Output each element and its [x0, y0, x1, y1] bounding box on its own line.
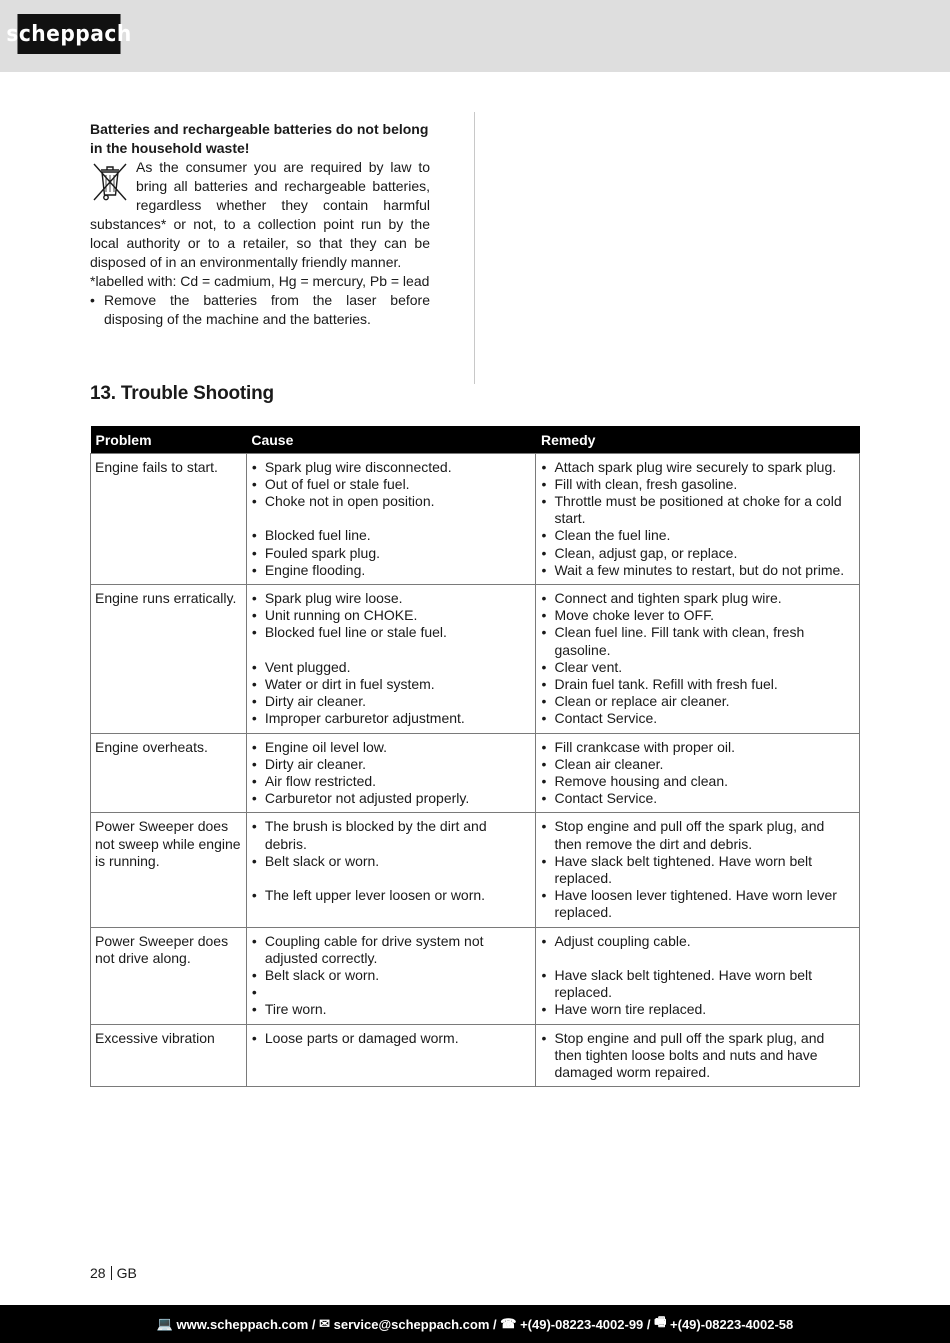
- remedy-item: • Contact Service.: [541, 790, 658, 807]
- cause-item: • Unit running on CHOKE.: [251, 607, 418, 624]
- cause-item: • Vent plugged.: [251, 658, 351, 675]
- cause-text: Dirty air cleaner.: [264, 755, 366, 772]
- cause-item: • Improper carburetor adjustment.: [251, 710, 465, 727]
- cause-item: • Blocked fuel line or stale fuel.: [251, 624, 447, 641]
- remedy-cell: [536, 927, 860, 1024]
- remedy-item: • Clean fuel line. Fill tank with clean, fresh gasoline.: [540, 624, 855, 658]
- remedy-text: Contact Service.: [554, 710, 658, 727]
- cause-text: The left upper lever loosen or worn.: [264, 887, 486, 904]
- cause-item: •: [251, 984, 257, 1001]
- remedy-text: Clean air cleaner.: [554, 755, 664, 772]
- remedy-text: Have slack belt tightened. Have worn belt replaced.: [554, 852, 813, 886]
- footer-phone: +(49)-08223-4002-99: [520, 1316, 644, 1332]
- remedy-text: Clear vent.: [554, 658, 623, 675]
- remedy-item: • Move choke lever to OFF.: [541, 607, 714, 624]
- remedy-cell: [536, 1024, 860, 1087]
- troubleshooting-table: [90, 426, 860, 1087]
- column-divider: [474, 112, 475, 384]
- fax-icon: 🖷: [654, 1314, 671, 1329]
- cause-text: Carburetor not adjusted properly.: [264, 790, 470, 807]
- remedy-item: • Remove housing and clean.: [541, 772, 729, 789]
- table-row: [91, 1024, 860, 1087]
- computer-icon: 💻: [156, 1316, 177, 1331]
- battery-bullet: • Remove the batteries from the laser before disposing of the machine and the batteries.: [90, 292, 430, 327]
- remedy-item: • Clean, adjust gap, or replace.: [541, 544, 738, 561]
- remedy-item: • Adjust coupling cable.: [541, 932, 691, 949]
- remedy-text: Have loosen lever tightened. Have worn lever replaced.: [554, 887, 837, 921]
- cause-text: Engine oil level low.: [264, 738, 388, 755]
- remedy-text: Clean, adjust gap, or replace.: [554, 544, 738, 561]
- table-row: [91, 813, 860, 927]
- battery-heading: Batteries and rechargeable batteries do not belong in the household waste!: [90, 121, 429, 156]
- remedy-item: • Drain fuel tank. Refill with fresh fuel.: [541, 675, 778, 692]
- remedy-item: • Fill with clean, fresh gasoline.: [541, 475, 738, 492]
- cause-item: • Belt slack or worn.: [251, 966, 380, 983]
- section-title: 13. Trouble Shooting: [90, 383, 274, 404]
- remedy-text: Wait a few minutes to restart, but do not prime.: [554, 561, 845, 578]
- remedy-text: Have worn tire replaced.: [554, 1001, 707, 1018]
- remedy-text: Drain fuel tank. Refill with fresh fuel.: [554, 675, 778, 692]
- remedy-cell: [536, 733, 860, 813]
- remedy-text: Stop engine and pull off the spark plug, and then remove the dirt and debris.: [554, 818, 825, 852]
- cause-item: • Water or dirt in fuel system.: [251, 675, 435, 692]
- remedy-cell: [536, 584, 860, 733]
- cause-item: [251, 510, 532, 527]
- remedy-item: • Contact Service.: [541, 710, 658, 727]
- cause-item: • Fouled spark plug.: [251, 544, 381, 561]
- header-problem: Problem: [91, 426, 247, 453]
- cause-cell: [246, 1024, 536, 1087]
- remedy-text: Clean the fuel line.: [554, 527, 671, 544]
- cause-item: • Choke not in open position.: [251, 492, 435, 509]
- footer-email[interactable]: service@scheppach.com: [333, 1316, 490, 1332]
- cause-item: • Dirty air cleaner.: [251, 693, 366, 710]
- table-header-row: [91, 426, 860, 453]
- problem-cell: Engine overheats.: [91, 733, 247, 813]
- cause-text: Air flow restricted.: [264, 772, 377, 789]
- cause-item: • Dirty air cleaner.: [251, 755, 366, 772]
- remedy-text: Clean or replace air cleaner.: [554, 693, 730, 710]
- cause-item: • Carburetor not adjusted properly.: [251, 790, 470, 807]
- remedy-text: Remove housing and clean.: [554, 772, 729, 789]
- remedy-item: • Have loosen lever tightened. Have worn lever replaced.: [540, 887, 855, 921]
- cause-cell: [246, 813, 536, 927]
- remedy-text: Stop engine and pull off the spark plug, and then tighten loose bolts and nuts and have damaged worm repaired.: [554, 1029, 825, 1080]
- battery-footnote: *labelled with: Cd = cadmium, Hg = mercury, Pb = lead: [90, 273, 430, 289]
- remedy-text: Connect and tighten spark plug wire.: [554, 589, 782, 606]
- cause-cell: [246, 927, 536, 1024]
- cause-cell: [246, 584, 536, 733]
- remedy-text: Clean fuel line. Fill tank with clean, fresh gasoline.: [554, 624, 805, 658]
- cause-text: Out of fuel or stale fuel.: [264, 475, 410, 492]
- remedy-text: Fill with clean, fresh gasoline.: [554, 475, 738, 492]
- remedy-item: • Clear vent.: [541, 658, 623, 675]
- remedy-item: • Wait a few minutes to restart, but do not prime.: [541, 561, 845, 578]
- remedy-item: • Stop engine and pull off the spark plug, and then tighten loose bolts and nuts and have damaged worm repaired.: [540, 1030, 855, 1082]
- cause-text: Belt slack or worn.: [264, 966, 380, 983]
- cause-item: • Engine flooding.: [251, 561, 366, 578]
- table-row: [91, 584, 860, 733]
- page-number: 28 GB: [90, 1265, 137, 1281]
- cause-text: Vent plugged.: [264, 658, 351, 675]
- cause-item: • Loose parts or damaged worm.: [251, 1029, 459, 1046]
- problem-cell: Power Sweeper does not drive along.: [91, 927, 247, 1024]
- remedy-text: Fill crankcase with proper oil.: [554, 738, 735, 755]
- cause-text: Spark plug wire disconnected.: [264, 458, 452, 475]
- phone-icon: ☎: [500, 1316, 521, 1331]
- cause-item: • Spark plug wire disconnected.: [251, 458, 452, 475]
- cause-item: • Belt slack or worn.: [251, 852, 380, 869]
- table-row: [91, 927, 860, 1024]
- cause-text: Belt slack or worn.: [264, 852, 380, 869]
- cause-item: • Tire worn.: [251, 1001, 327, 1018]
- remedy-item: • Attach spark plug wire securely to spark plug.: [541, 458, 837, 475]
- cause-text: Coupling cable for drive system not adjusted correctly.: [264, 932, 484, 966]
- crossed-out-wheelie-bin-icon: [90, 160, 130, 204]
- cause-text: Unit running on CHOKE.: [264, 607, 418, 624]
- header-remedy: Remedy: [536, 426, 860, 453]
- cause-text: The brush is blocked by the dirt and debris.: [264, 818, 487, 852]
- cause-text: Tire worn.: [264, 1001, 327, 1018]
- remedy-item: • Clean the fuel line.: [541, 527, 671, 544]
- cause-item: • The brush is blocked by the dirt and debris.: [251, 818, 532, 852]
- cause-text: Blocked fuel line or stale fuel.: [264, 624, 447, 641]
- cause-text: Blocked fuel line.: [264, 527, 371, 544]
- cause-text: Dirty air cleaner.: [264, 693, 366, 710]
- cause-text: Spark plug wire loose.: [264, 589, 403, 606]
- cause-text: Loose parts or damaged worm.: [264, 1029, 459, 1046]
- remedy-text: Move choke lever to OFF.: [554, 607, 714, 624]
- remedy-item: • Have slack belt tightened. Have worn belt replaced.: [540, 967, 855, 1001]
- remedy-item: • Stop engine and pull off the spark plug, and then remove the dirt and debris.: [540, 818, 855, 852]
- remedy-item: • Fill crankcase with proper oil.: [541, 738, 735, 755]
- cause-text: Engine flooding.: [264, 561, 366, 578]
- mail-icon: ✉: [319, 1316, 334, 1331]
- footer-bar: 💻 www.scheppach.com / ✉ service@scheppach.com / ☎ +(49)-08223-4002-99 / 🖷 +(49)-08223-4002-58: [0, 1305, 950, 1343]
- header-cause: Cause: [246, 426, 536, 453]
- problem-cell: Excessive vibration: [91, 1024, 247, 1087]
- footer-fax: +(49)-08223-4002-58: [670, 1316, 794, 1332]
- cause-item: • Coupling cable for drive system not adjusted correctly.: [251, 933, 532, 967]
- cause-item: • Engine oil level low.: [251, 738, 388, 755]
- remedy-cell: [536, 453, 860, 584]
- cause-item: • Blocked fuel line.: [251, 527, 371, 544]
- cause-text: Choke not in open position.: [264, 492, 435, 509]
- cause-item: • Air flow restricted.: [251, 772, 377, 789]
- table-row: [91, 453, 860, 584]
- cause-text: Water or dirt in fuel system.: [264, 675, 435, 692]
- remedy-text: Have slack belt tightened. Have worn belt replaced.: [554, 966, 813, 1001]
- cause-item: [251, 642, 532, 659]
- remedy-item: • Have slack belt tightened. Have worn belt replaced.: [540, 853, 855, 887]
- remedy-item: • Clean or replace air cleaner.: [541, 693, 730, 710]
- remedy-item: [540, 950, 855, 967]
- remedy-item: • Throttle must be positioned at choke for a cold start.: [540, 493, 855, 527]
- remedy-text: Attach spark plug wire securely to spark plug.: [554, 458, 837, 475]
- remedy-text: Adjust coupling cable.: [554, 932, 691, 949]
- cause-item: • Spark plug wire loose.: [251, 589, 403, 606]
- problem-cell: Engine runs erratically.: [91, 584, 247, 733]
- cause-cell: [246, 453, 536, 584]
- remedy-item: • Connect and tighten spark plug wire.: [541, 589, 782, 606]
- header-bar: [0, 0, 950, 72]
- footer-website[interactable]: www.scheppach.com: [176, 1316, 309, 1332]
- cause-item: • The left upper lever loosen or worn.: [251, 887, 486, 904]
- remedy-item: • Clean air cleaner.: [541, 755, 664, 772]
- battery-body: As the consumer you are required by law to bring all batteries and rechargeable batteries, regardless whether they contain harmful substances* or not, to a collection point run by the local authority or to a retailer, so that they can be disposed of in an environmentally friendly manner.: [90, 159, 430, 270]
- brand-logo: scheppach: [17, 14, 120, 54]
- remedy-text: Throttle must be positioned at choke for a cold start.: [554, 492, 842, 527]
- cause-item: • Out of fuel or stale fuel.: [251, 475, 410, 492]
- cause-text: Fouled spark plug.: [264, 544, 381, 561]
- battery-disposal-notice: [90, 120, 430, 329]
- cause-cell: [246, 733, 536, 813]
- problem-cell: Engine fails to start.: [91, 453, 247, 584]
- remedy-text: Contact Service.: [554, 790, 658, 807]
- remedy-cell: [536, 813, 860, 927]
- cause-text: Improper carburetor adjustment.: [264, 710, 465, 727]
- table-row: [91, 733, 860, 813]
- problem-cell: Power Sweeper does not sweep while engine is running.: [91, 813, 247, 927]
- cause-item: [251, 870, 532, 887]
- remedy-item: • Have worn tire replaced.: [541, 1001, 707, 1018]
